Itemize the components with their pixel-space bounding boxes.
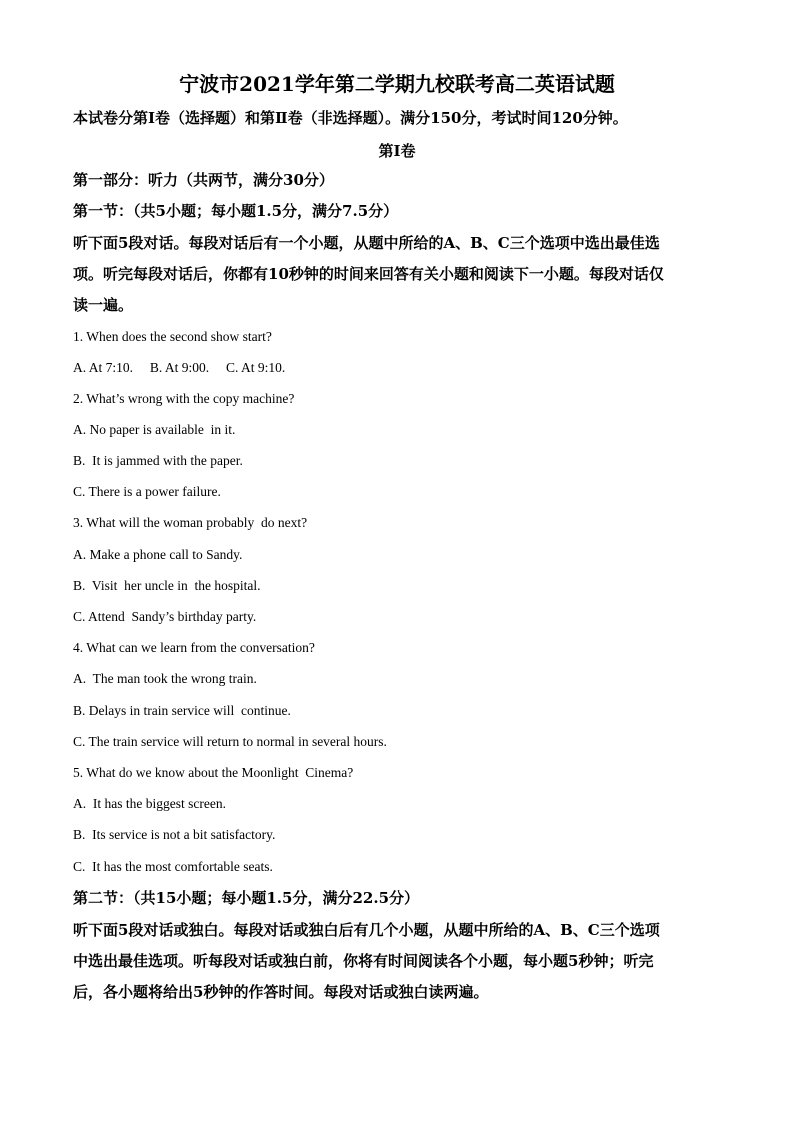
question-stem: 2. What’s wrong with the copy machine?	[73, 391, 295, 406]
section1-instructions-line: 项。听完每段对话后，你都有10秒钟的时间来回答有关小题和阅读下一小题。每段对话仅	[73, 265, 664, 283]
question-stem: 4. What can we learn from the conversation?	[73, 640, 315, 655]
volume-heading: 第Ⅰ卷	[378, 142, 416, 160]
section2-heading: 第二节：（共15小题；每小题1.5分，满分22.5分）	[73, 889, 420, 907]
section2-instructions-line: 听下面5段对话或独白。每段对话或独白后有几个小题，从题中所给的A、B、C三个选项	[73, 921, 660, 939]
question-option: C. It has the most comfortable seats.	[73, 859, 273, 874]
part1-heading: 第一部分：听力（共两节，满分30分）	[73, 171, 334, 189]
question-stem: 3. What will the woman probably do next?	[73, 515, 308, 530]
question-option: B. It is jammed with the paper.	[73, 453, 243, 468]
exam-intro: 本试卷分第Ⅰ卷（选择题）和第Ⅱ卷（非选择题）。满分150分，考试时间120分钟。	[73, 109, 628, 127]
question-option: C. There is a power failure.	[73, 484, 221, 499]
section2-instructions-line: 中选出最佳选项。听每段对话或独白前，你将有时间阅读各个小题，每小题5秒钟；听完	[73, 952, 654, 970]
section1-heading: 第一节：（共5小题；每小题1.5分，满分7.5分）	[73, 202, 399, 220]
section1-instructions-line: 听下面5段对话。每段对话后有一个小题，从题中所给的A、B、C三个选项中选出最佳选	[73, 234, 660, 252]
question-option: A. It has the biggest screen.	[73, 796, 226, 811]
question-option: B. Its service is not a bit satisfactory.	[73, 827, 276, 842]
question-option: A. No paper is available in it.	[73, 422, 236, 437]
section1-instructions-line: 读一遍。	[73, 296, 134, 314]
section2-instructions-line: 后，各小题将给出5秒钟的作答时间。每段对话或独白读两遍。	[73, 983, 489, 1001]
question-option: A. The man took the wrong train.	[73, 671, 257, 686]
question-options: A. At 7:10. B. At 9:00. C. At 9:10.	[73, 360, 286, 375]
question-stem: 5. What do we know about the Moonlight Cinema?	[73, 765, 354, 780]
question-option: C. The train service will return to normal in several hours.	[73, 734, 387, 749]
question-stem: 1. When does the second show start?	[73, 329, 272, 344]
question-option: A. Make a phone call to Sandy.	[73, 547, 243, 562]
question-option: C. Attend Sandy’s birthday party.	[73, 609, 257, 624]
exam-title: 宁波市2021学年第二学期九校联考高二英语试题	[179, 72, 615, 96]
question-option: B. Visit her uncle in the hospital.	[73, 578, 261, 593]
question-option: B. Delays in train service will continue.	[73, 703, 291, 718]
